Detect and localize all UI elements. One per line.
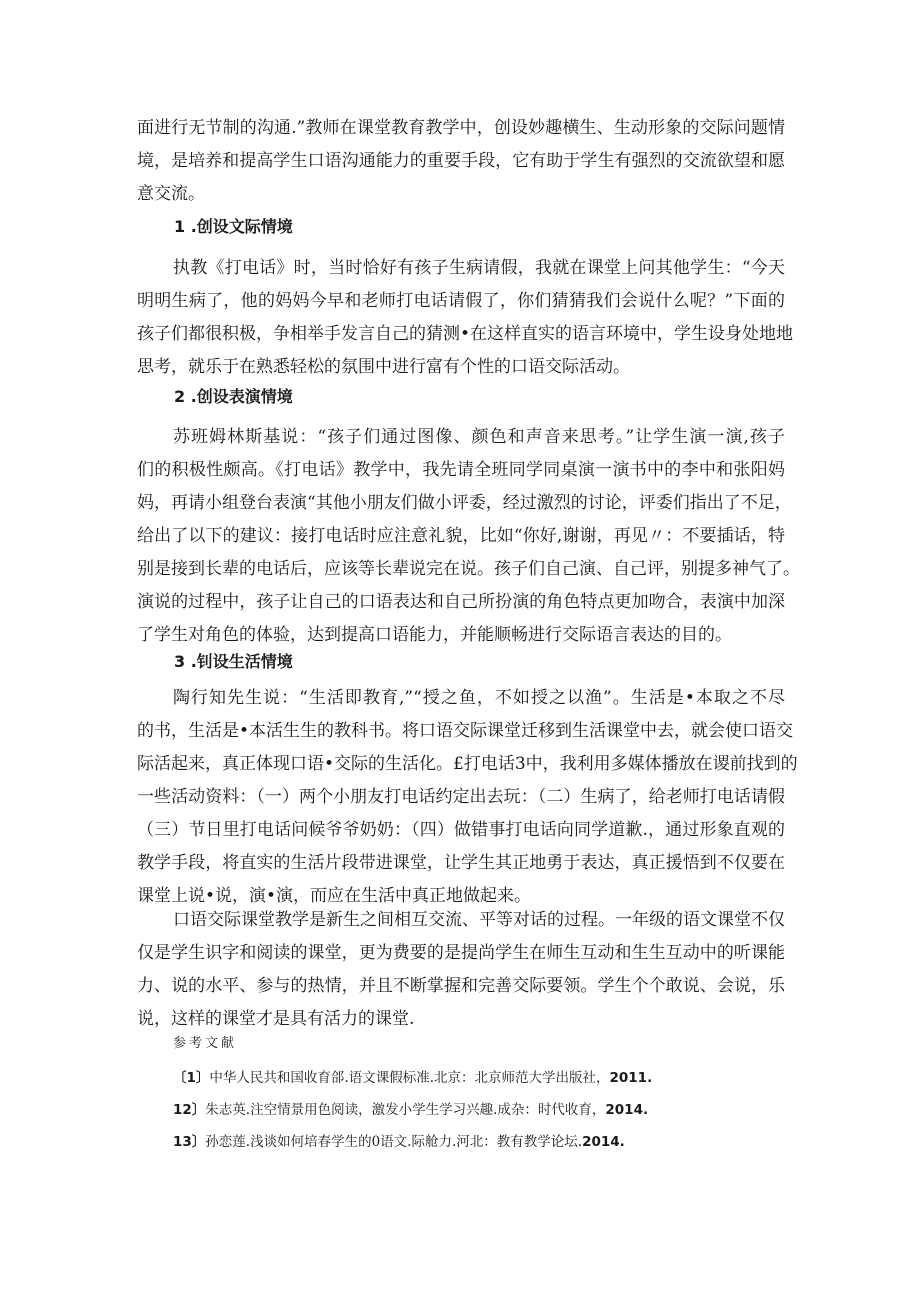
text-line: 力、说的水平、参与的热情，并且不断掌握和完善交际要领。学生个个敢说、会说，乐 [137,976,785,996]
section-3-paragraph [137,682,798,913]
text-line: 际活起来，真正体现口语•交际的生活化。£打电话3中，我利用多媒体播放在谡前找到的 [137,754,798,774]
text-line: 孩子们都很积极，争相举手发言自己的猜测•在这样直实的语言环境中，学生设身处地地 [137,324,794,344]
text-line: 意交流。 [137,184,205,204]
reference-number: 13〕 [173,1134,206,1150]
reference-text: 孙恋莲.浅谈如何培春学生的0语文.际舱力.河北：教有教学论坛. [205,1134,583,1150]
text-line: 妈，再请小组登台表演“其他小朋友们做小评委，经过激烈的讨论，评委们指出了不足， [137,493,792,513]
text-line: 思考，就乐于在熟悉轻松的氛围中进行富有个性的口语交际活动。 [137,357,630,377]
reference-text: 朱志英.注空情景用色阅读，激发小学生学习兴趣.成杂：时代收育， [205,1102,606,1118]
section-heading-1: 1 .创设文际情境 [174,217,293,236]
section-heading-3: 3 .钊设生活情境 [174,652,293,671]
references-label: 参考文献 [173,1036,238,1051]
intro-paragraph [137,112,785,211]
text-line: 仅是学生识字和阅读的课堂，更为费要的是提尚学生在师生互动和生生互动中的听课能 [137,943,785,963]
section-heading-2: 2 .创设表演情境 [174,387,293,406]
text-line: 说，这样的课堂才是具有活力的课堂. [137,1009,415,1029]
text-line: 执教《打电话》时，当时恰好有孩子生病请假，我就在课堂上问其他学生：“今天 [173,258,785,278]
reference-year: 2014. [605,1102,649,1118]
reference-text: 中华人民共和国收育郃.语文课假标准.北京：北京师范大学出版社， [209,1070,610,1086]
text-line: 的书，生活是•本活生生的教科书。将口语交际课堂迁移到生活课堂中去，就会使口语交 [137,721,794,741]
text-line: 一些活动资料：（一）两个小朋友打电话约定出去玩：（二）生病了，给老师打电话请假 [137,787,785,807]
text-line: 陶行知先生说：“生活即教育,”“授之鱼，不如授之以渔”。生活是•本取之不尽 [173,688,785,708]
text-line: （三）节日里打电话问候爷爷奶奶：（四）做错事打电话向同学道歉.，通过形象直观的 [137,820,785,840]
reference-year: 2014. [582,1134,625,1150]
reference-item-2 [137,1098,785,1118]
section-2-paragraph [137,421,800,652]
text-line: 苏班姆林斯基说：“孩子们通过图像、颜色和声音来思考。”让学生演一演,孩子 [173,427,785,447]
text-line: 课堂上说•说，演•演，而应在生活中真正地做起来。 [137,886,532,906]
text-line: 演说的过程中，孩子让自己的口语表达和自己所扮演的角色特点更加吻合，表演中加深 [137,592,785,612]
reference-number: 〔1〕 [173,1070,210,1086]
text-line: 们的积极性颇高。《打电话》教学中，我先请全班同学同桌演一演书中的李中和张阳妈 [137,460,785,480]
text-line: 口语交际课堂教学是新生之间相互交流、平等对话的过程。一年级的语文课堂不仅 [173,910,785,930]
section-1-paragraph [137,252,794,384]
conclusion-paragraph [137,904,785,1036]
text-line: 别是接到长辈的电话后，应该等长辈说完在说。孩子们自己演、自己评，别提多神气了。 [137,559,800,579]
reference-number: 12〕 [173,1102,206,1118]
text-line: 明明生病了，他的妈妈今早和老师打电话请假了，你们猜猜我们会说什么呢？”下面的 [137,291,785,311]
text-line: 了学生对角色的体验，达到提高口语能力，并能顺畅进行交际语言表达的目的。 [137,625,732,645]
reference-year: 2011. [609,1070,653,1086]
text-line: 面进行无节制的沟通.”教师在课堂教育教学中，创设妙趣横生、生动形象的交际问题情 [137,118,785,138]
reference-item-3 [137,1130,785,1150]
reference-item-1 [137,1066,785,1086]
text-line: 给出了以下的建议：接打电话时应注意礼貌，比如“你好,谢谢，再见〃：不要插话，特 [137,526,785,546]
text-line: 境，是培养和提高学生口语沟通能力的重要手段，它有助于学生有强烈的交流欲望和愿 [137,151,785,171]
text-line: 教学手段，将直实的生活片段带进课堂，让学生其正地勇于表达，真正援悟到不仅要在 [137,853,785,873]
